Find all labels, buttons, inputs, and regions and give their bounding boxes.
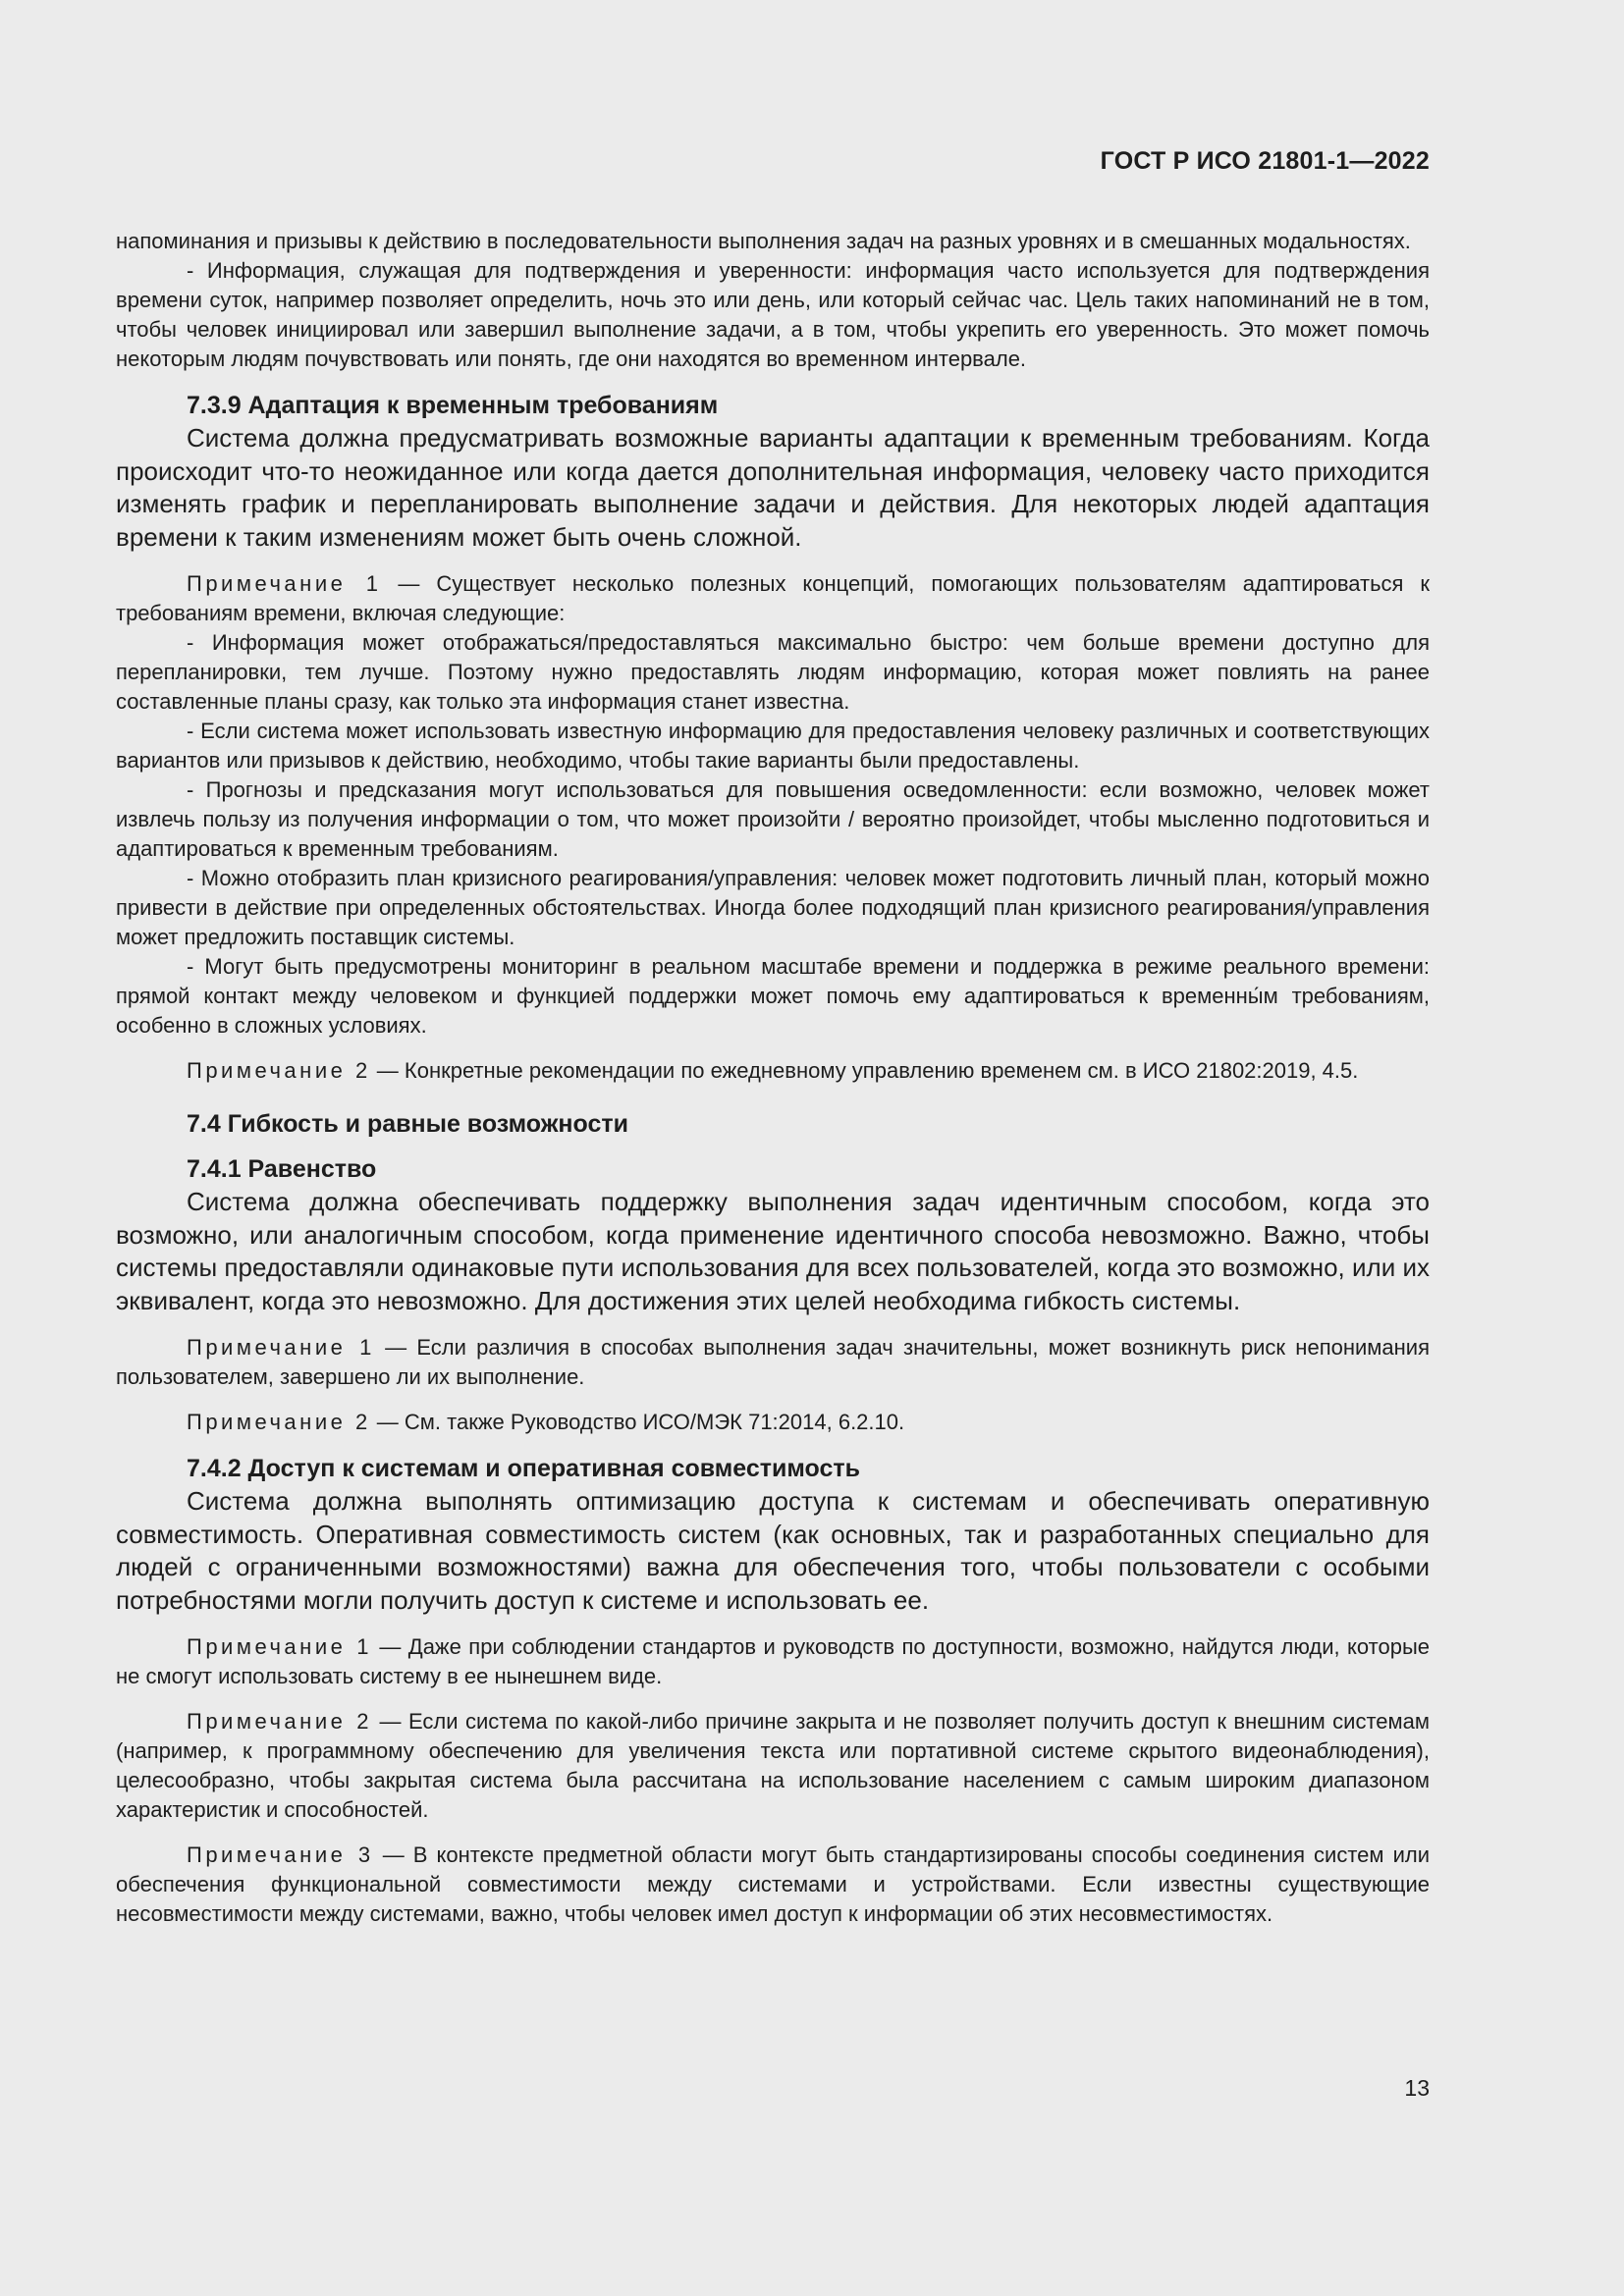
note-label: Примечание 1 bbox=[187, 1335, 375, 1360]
section-7-4-2-note-3 bbox=[116, 1841, 1430, 1929]
section-7-4-2-note-2 bbox=[116, 1707, 1430, 1825]
section-7-4-1-body: Система должна обеспечивать поддержку выполнения задач идентичным способом, когда это возможно, или аналогичным способом, когда применение идентичного способа невозможно. Важно, чтобы системы предоставляли одинаковые пути использования для всех пользователей, когда это возможно, или их эквивалент, когда это невозможно. Для достижения этих целей необходима гибкость системы. bbox=[116, 1187, 1430, 1315]
note-text: — Существует несколько полезных концепций, помогающих пользователям адаптироваться к требованиям времени, включая следующие: bbox=[116, 571, 1431, 625]
note-label: Примечание 1 bbox=[187, 1634, 372, 1659]
note-text: — См. также Руководство ИСО/МЭК 71:2014, 6.2.10. bbox=[370, 1410, 905, 1434]
section-7-4-1-note-2 bbox=[116, 1408, 1430, 1437]
note-text: — Если различия в способах выполнения задач значительны, может возникнуть риск непонимания пользователем, завершено ли их выполнение. bbox=[116, 1335, 1430, 1389]
section-7-4-heading: 7.4 Гибкость и равные возможности bbox=[187, 1110, 628, 1138]
section-7-4-1-heading: 7.4.1 Равенство bbox=[187, 1155, 377, 1183]
note-text: — Если система по какой-либо причине закрыта и не позволяет получить доступ к внешним системам (например, к программному обеспечению для увеличения текста или портативной системе скрытого видеонаблюдения), целесообразно, чтобы закрытая система была рассчитана на использование населением с самым широким диапазоном характеристик и способностей. bbox=[116, 1709, 1430, 1822]
note-bullet-item: - Прогнозы и предсказания могут использоваться для повышения осведомленности: если возможно, человек может извлечь пользу из получения информации о том, что может произойти / вероятно произойдет, чтобы мысленно подготовиться и адаптироваться к временным требованиям. bbox=[116, 777, 1430, 861]
note-bullet-item: - Если система может использовать известную информацию для предоставления человеку различных и соответствующих вариантов или призывов к действию, необходимо, чтобы такие варианты были предоставлены. bbox=[116, 719, 1430, 773]
note-label: Примечание 3 bbox=[187, 1842, 374, 1867]
note-bullet-item: - Могут быть предусмотрены мониторинг в реальном масштабе времени и поддержка в режиме реального времени: прямой контакт между человеком и функцией поддержки может помочь ему адаптироваться к временны́м требованиям, особенно в сложных условиях. bbox=[116, 954, 1430, 1038]
page-number: 13 bbox=[1404, 2075, 1430, 2101]
section-7-3-9-heading: 7.3.9 Адаптация к временным требованиям bbox=[187, 392, 719, 419]
intro-paragraph-continuation: напоминания и призывы к действию в последовательности выполнения задач на разных уровнях и в смешанных модальностях. bbox=[116, 229, 1411, 253]
note-text: — Конкретные рекомендации по ежедневному управлению временем см. в ИСО 21802:2019, 4.5. bbox=[370, 1058, 1359, 1083]
section-7-4-2-note-1 bbox=[116, 1632, 1430, 1691]
note-label: Примечание 2 bbox=[187, 1709, 373, 1734]
note-text: — Даже при соблюдении стандартов и руководств по доступности, возможно, найдутся люди, которые не смогут использовать систему в ее нынешнем виде. bbox=[116, 1634, 1430, 1688]
section-7-3-9-note-1 bbox=[116, 569, 1430, 628]
note-bullet-item: - Информация может отображаться/предоставляться максимально быстро: чем больше времени доступно для перепланировки, тем лучше. Поэтому нужно предоставлять людям информацию, которая может повлиять на ранее составленные планы сразу, как только эта информация станет известна. bbox=[116, 630, 1430, 714]
section-7-3-9-note-2 bbox=[116, 1056, 1430, 1086]
section-7-4-1-note-1 bbox=[116, 1333, 1430, 1392]
note-label: Примечание 1 bbox=[187, 571, 382, 596]
note-bullet-item: - Можно отобразить план кризисного реагирования/управления: человек может подготовить личный план, который можно привести в действие при определенных обстоятельствах. Иногда более подходящий план кризисного реагирования/управления может предложить поставщик системы. bbox=[116, 866, 1430, 949]
intro-bullet-confirmation: - Информация, служащая для подтверждения и уверенности: информация часто используется для подтверждения времени суток, например позволяет определить, ночь это или день, или который сейчас час. Цель таких напоминаний не в том, чтобы человек инициировал или завершил выполнение задачи, а в том, чтобы укрепить его уверенность. Это может помочь некоторым людям почувствовать или понять, где они находятся во временном интервале. bbox=[116, 258, 1430, 371]
note-label: Примечание 2 bbox=[187, 1058, 371, 1083]
document-body bbox=[116, 227, 1430, 1929]
note-text: — В контексте предметной области могут быть стандартизированы способы соединения систем или обеспечения функциональной совместимости между системами и устройствами. Если известны существующие несовместимости между системами, важно, чтобы человек имел доступ к информации об этих несовместимостях. bbox=[116, 1842, 1431, 1926]
section-7-4-2-body: Система должна выполнять оптимизацию доступа к системам и обеспечивать оперативную совместимость. Оперативная совместимость систем (как основных, так и разработанных специально для людей с ограниченными возможностями) важна для обеспечения того, чтобы пользователи с особыми потребностями могли получить доступ к системе и использовать ее. bbox=[116, 1486, 1430, 1615]
document-header: ГОСТ Р ИСО 21801-1—2022 bbox=[1100, 147, 1430, 175]
section-7-4-2-heading: 7.4.2 Доступ к системам и оперативная совместимость bbox=[187, 1455, 860, 1482]
note-label: Примечание 2 bbox=[187, 1410, 371, 1434]
section-7-3-9-body: Система должна предусматривать возможные варианты адаптации к временным требованиям. Когда происходит что-то неожиданное или когда дается дополнительная информация, человеку часто приходится изменять график и перепланировать выполнение задачи и действия. Для некоторых людей адаптация времени к таким изменениям может быть очень сложной. bbox=[116, 423, 1430, 552]
